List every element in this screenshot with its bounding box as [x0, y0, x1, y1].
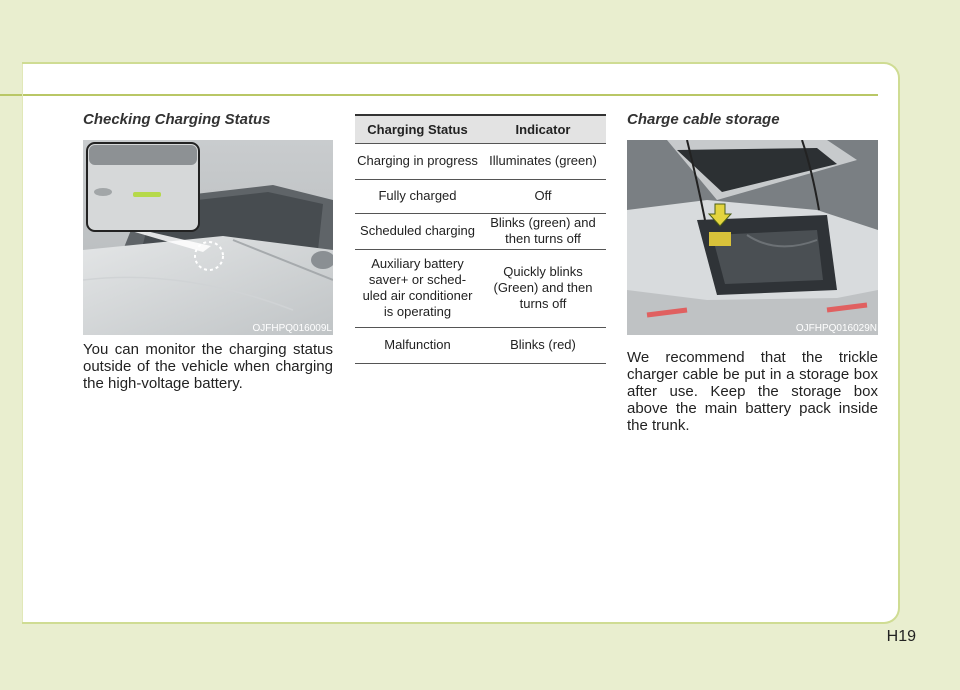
figure-charging-status [83, 140, 333, 335]
charging-status-table [355, 114, 606, 364]
table-cell-status: Charging in progress [355, 143, 480, 179]
table-cell-status: Fully charged [355, 179, 480, 213]
table-header-charging-status: Charging Status [355, 115, 480, 143]
storage-box-icon [709, 232, 731, 246]
body-text-cable-storage: We recommend that the trickle charger cable be put in a storage box after use. Keep the storage box above the main battery pack inside the trunk. [627, 349, 878, 434]
table-cell-status: Malfunction [355, 327, 480, 363]
table-header-indicator: Indicator [480, 115, 606, 143]
indicator-light-icon [133, 192, 161, 197]
figure-code: OJFHPQ016009L [252, 323, 332, 334]
table-cell-indicator: Illuminates (green) [480, 143, 606, 179]
top-rule [0, 94, 878, 96]
open-trunk-illustration [627, 140, 878, 335]
table-cell-status: Auxiliary battery saver+ or sched-uled air conditioner is operating [355, 249, 480, 327]
table-row [355, 327, 606, 363]
table-cell-indicator: Off [480, 179, 606, 213]
page-number: H19 [886, 628, 916, 645]
figure-code: OJFHPQ016029N [795, 323, 877, 334]
table-cell-indicator: Blinks (green) and then turns off [480, 213, 606, 249]
table-cell-indicator: Quickly blinks (Green) and then turns off [480, 249, 606, 327]
table-row [355, 213, 606, 249]
table-row [355, 249, 606, 327]
table-row [355, 179, 606, 213]
table-header-row [355, 115, 606, 143]
heading-checking-charging-status: Checking Charging Status [83, 111, 271, 128]
table-cell-status: Scheduled charging [355, 213, 480, 249]
heading-charge-cable-storage: Charge cable storage [627, 111, 780, 128]
left-rule [22, 64, 23, 622]
body-text-charging-status: You can monitor the charging status outside of the vehicle when charging the high-voltage battery. [83, 341, 333, 392]
figure-cable-storage [627, 140, 878, 335]
table-row [355, 143, 606, 179]
car-hood-illustration [83, 140, 333, 335]
table-cell-indicator: Blinks (red) [480, 327, 606, 363]
